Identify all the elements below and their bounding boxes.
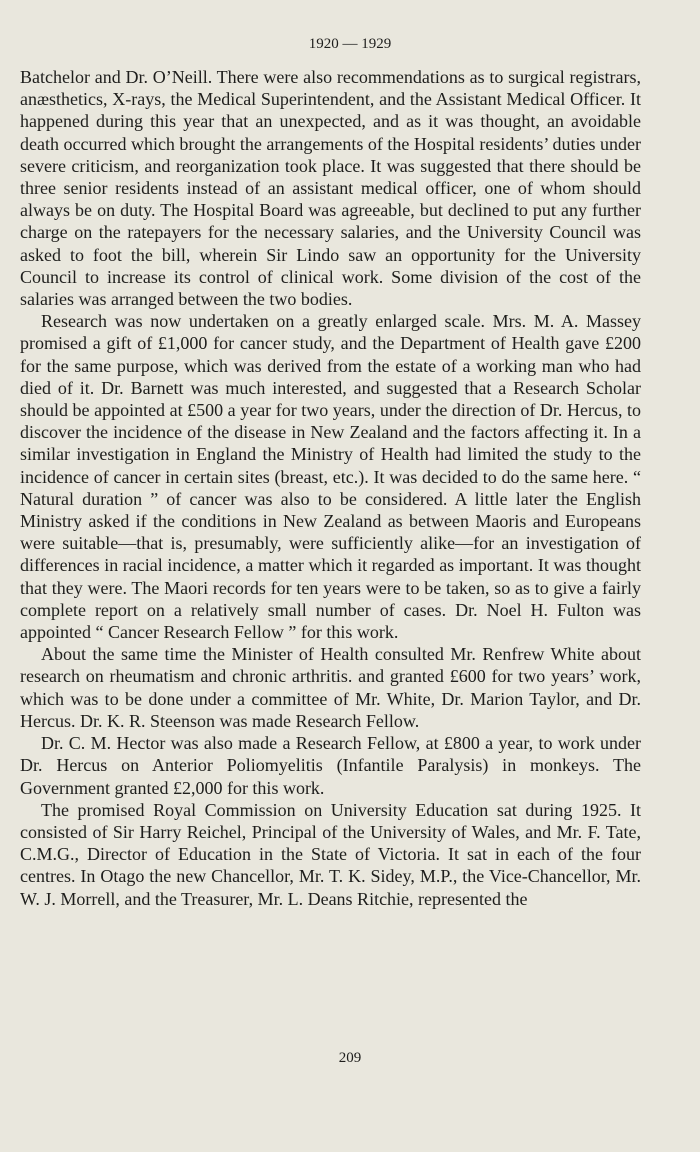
page-number: 209 <box>338 1050 362 1066</box>
paragraph-4: Dr. C. M. Hector was also made a Research Fellow, at £800 a year, to work under Dr. Hercus on Anterior Poliomyelitis (Infantile Paralysis) in monkeys. The Government granted £2,000 for this work. <box>20 733 641 798</box>
paragraph-5: The promised Royal Commission on University Education sat during 1925. It consisted of Sir Harry Reichel, Principal of the University of Wales, and Mr. F. Tate, C.M.G., Director of Education in the State of Victoria. It sat in each of the four centres. In Otago the new Chancellor, Mr. T. K. Sidey, M.P., the Vice-Chancellor, Mr. W. J. Morrell, and the Treasurer, Mr. L. Deans Ritchie, represented the <box>20 799 641 909</box>
paragraph-1: Batchelor and Dr. O’Neill. There were also recommendations as to surgical registrars, anæsthetics, X-rays, the Medical Superintendent, and the Assistant Medical Officer. It happened during this year that an unexpected, and as it was thought, an avoidable death occurred which brought the arrangements of the Hospital residents’ duties under severe criticism, and reorganization took place. It was suggested that there should be three senior residents instead of an assistant medical officer, one of whom should always be on duty. The Hospital Board was agreeable, but declined to put any further charge on the ratepayers for the necessary salaries, and the University Council was asked to foot the bill, wherein Sir Lindo saw an opportunity for the University Council to increase its control of clinical work. Some division of the cost of the salaries was arranged between the two bodies. <box>20 67 641 310</box>
paragraph-3: About the same time the Minister of Health consulted Mr. Renfrew White about research on rheumatism and chronic arthritis. and granted £600 for two years’ work, which was to be done under a committee of Mr. White, Dr. Marion Taylor, and Dr. Hercus. Dr. K. R. Steenson was made Research Fellow. <box>20 644 641 731</box>
body-text <box>20 66 641 910</box>
running-header: 1920 — 1929 <box>308 36 392 52</box>
paragraph-2: Research was now undertaken on a greatly enlarged scale. Mrs. M. A. Massey promised a gift of £1,000 for cancer study, and the Department of Health gave £200 for the same purpose, which was derived from the estate of a working man who had died of it. Dr. Barnett was much interested, and suggested that a Research Scholar should be appointed at £500 a year for two years, under the direction of Dr. Hercus, to discover the incidence of the disease in New Zealand and the factors affecting it. In a similar investigation in England the Ministry of Health had limited the study to the incidence of cancer in certain sites (breast, etc.). It was decided to do the same here. “ Natural duration ” of cancer was also to be considered. A little later the English Ministry asked if the conditions in New Zealand as between Maoris and Europeans were suitable—that is, presumably, were sufficiently alike—for an investigation of differences in racial incidence, a matter which it regarded as important. It was thought that they were. The Maori records for ten years were to be taken, so as to give a fairly complete report on a relatively small number of cases. Dr. Noel H. Fulton was appointed “ Cancer Research Fellow ” for this work. <box>20 311 641 643</box>
